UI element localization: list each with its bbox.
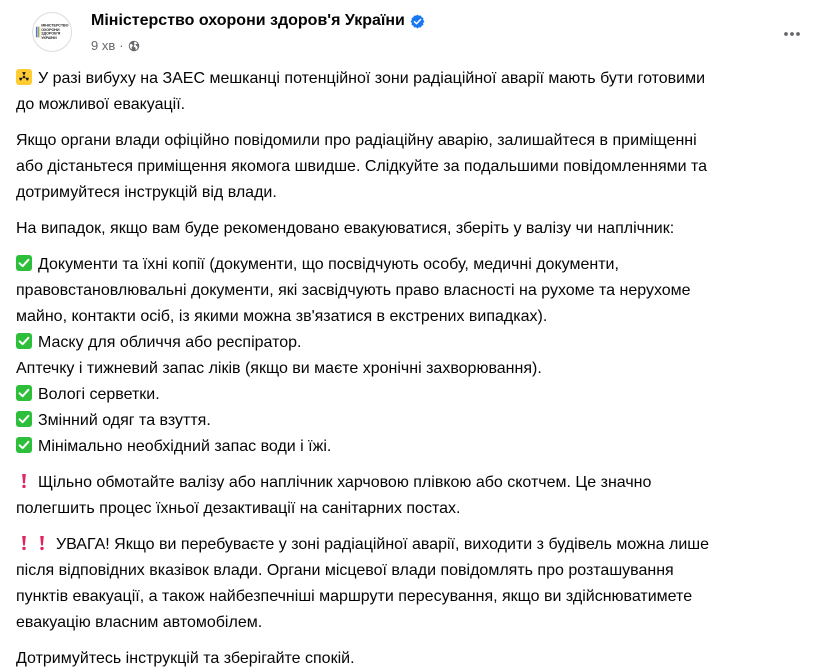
more-options-button[interactable] xyxy=(774,16,810,52)
paragraph-evacuation xyxy=(16,216,822,242)
page-name-link[interactable] xyxy=(91,12,425,30)
warning-line-1: УВАГА! Якщо ви перебуваєте у зоні радіаційної аварії, виходити з будівель можна лише xyxy=(56,536,710,553)
list-item-1-line-2: правовстановлювальні документи, які засвідчують право власності на рухоме та нерухоме xyxy=(16,282,691,299)
paragraph-wrap xyxy=(16,470,822,522)
list-item-4-text: Вологі серветки. xyxy=(38,386,160,403)
list-item xyxy=(16,408,822,434)
list-item-5-text: Змінний одяг та взуття. xyxy=(38,412,211,429)
closing-line-1: Дотримуйтесь інструкцій та зберігайте спокій. xyxy=(16,650,355,667)
double-exclamation-icon xyxy=(16,535,32,551)
avatar-logo xyxy=(36,24,69,41)
post-body xyxy=(16,66,822,672)
warning-line-2: після відповідних вказівок влади. Органи місцевої влади повідомлять про розташування xyxy=(16,562,674,579)
list-item xyxy=(16,382,822,408)
globe-icon[interactable] xyxy=(128,40,140,52)
exclamation-mark-icon xyxy=(34,535,50,551)
more-options-icon xyxy=(782,24,802,44)
check-mark-icon xyxy=(16,437,32,453)
list-item-2-text: Маску для обличчя або респіратор. xyxy=(38,334,302,351)
list-item xyxy=(16,330,822,356)
list-item-1-line-1: Документи та їхні копії (документи, що посвідчують особу, медичні документи, xyxy=(38,256,619,273)
intro-line-1: У разі вибуху на ЗАЕС мешканці потенційної зони радіаційної аварії мають бути готовими xyxy=(38,70,706,87)
list-item xyxy=(16,434,822,460)
shelter-line-1: Якщо органи влади офіційно повідомили про радіаційну аварію, залишайтеся в приміщенні xyxy=(16,132,697,149)
warning-line-4: евакуацію власним автомобілем. xyxy=(16,614,263,631)
post-meta xyxy=(91,38,140,53)
check-mark-icon xyxy=(16,411,32,427)
exclamation-mark-icon xyxy=(16,473,32,489)
avatar-text: МІНІСТЕРСТВО ОХОРОНИ ЗДОРОВ'Я УКРАЇНИ xyxy=(41,22,69,40)
check-mark-icon xyxy=(16,255,32,271)
post-header xyxy=(16,0,822,66)
list-item-3-text: Аптечку і тижневий запас ліків (якщо ви маєте хронічні захворювання). xyxy=(16,360,542,377)
meta-separator: · xyxy=(119,38,124,53)
wrap-line-2: полегшить процес їхньої дезактивації на санітарних постах. xyxy=(16,500,461,517)
intro-line-2: до можливої евакуації. xyxy=(16,96,186,113)
shelter-line-2: або дістаньтеся приміщення якомога швидше. Слідкуйте за подальшими повідомленнями та xyxy=(16,158,708,175)
paragraph-closing xyxy=(16,646,822,672)
verified-badge-icon xyxy=(410,14,425,29)
paragraph-intro xyxy=(16,66,822,118)
check-mark-icon xyxy=(16,333,32,349)
post-time[interactable]: 9 хв xyxy=(91,38,116,53)
page-avatar[interactable] xyxy=(32,12,72,52)
list-item-1-line-3: майно, контакти осіб, із якими можна зв'язатися в екстрених випадках). xyxy=(16,308,548,325)
warning-line-3: пунктів евакуації, а також найбезпечніші маршрути пересування, якщо ви здійснюватимете xyxy=(16,588,693,605)
list-item-6-text: Мінімально необхідний запас води і їжі. xyxy=(38,438,332,455)
paragraph-shelter xyxy=(16,128,822,206)
trident-icon xyxy=(36,27,41,38)
shelter-line-3: дотримуйтеся інструкцій від влади. xyxy=(16,184,277,201)
page-name: Міністерство охорони здоров'я України xyxy=(91,12,405,29)
evacuation-line-1: На випадок, якщо вам буде рекомендовано евакуюватися, зберіть у валізу чи наплічник: xyxy=(16,220,675,237)
list-item xyxy=(16,252,822,278)
wrap-line-1: Щільно обмотайте валізу або наплічник харчовою плівкою або скотчем. Це значно xyxy=(38,474,652,491)
paragraph-warning xyxy=(16,532,822,636)
check-mark-icon xyxy=(16,385,32,401)
checklist xyxy=(16,252,822,460)
radioactive-icon xyxy=(16,69,32,85)
